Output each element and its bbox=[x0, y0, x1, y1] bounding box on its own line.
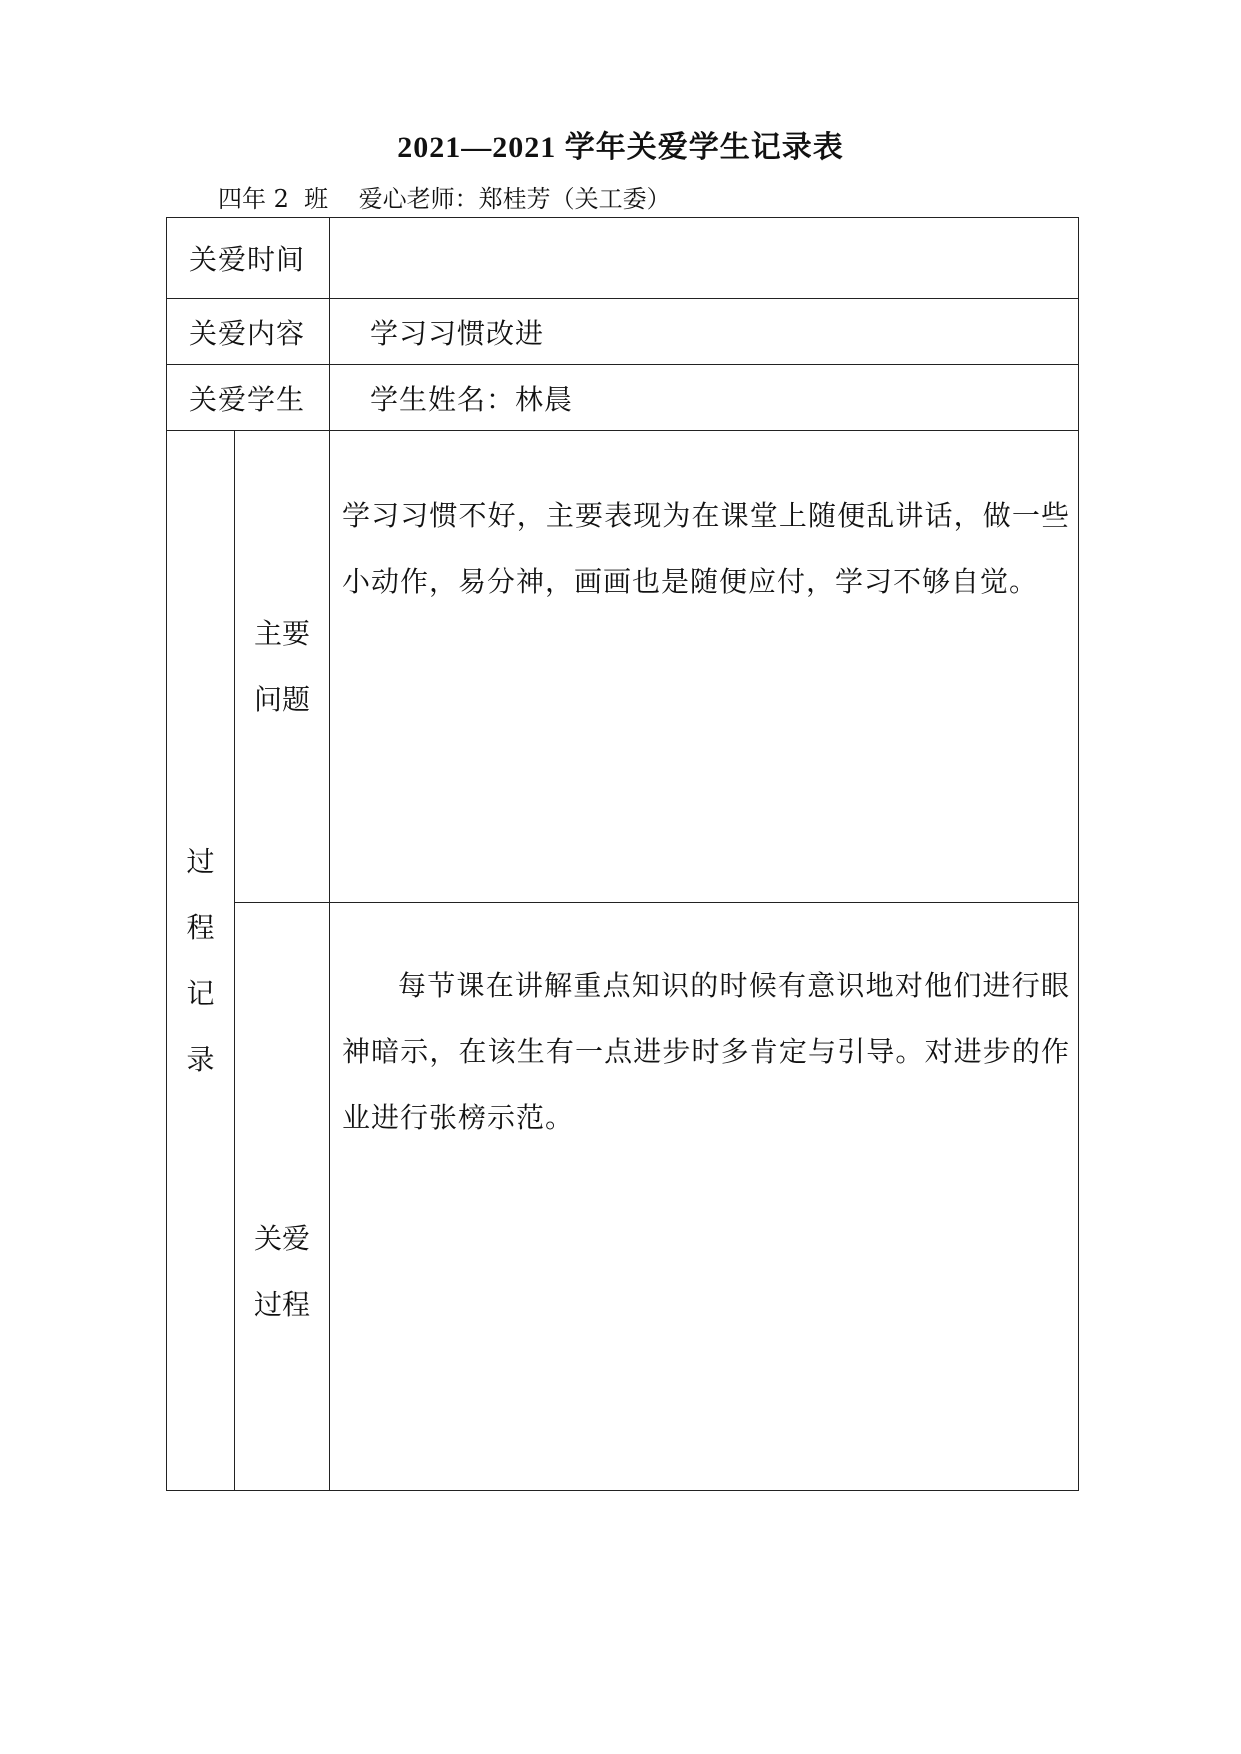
care-process-text: 每节课在讲解重点知识的时候有意识地对他们进行眼神暗示，在该生有一点进步时多肯定与引导。对进步的作业进行张榜示范。 bbox=[342, 969, 1071, 1134]
care-content-label: 关爱内容 bbox=[167, 299, 330, 365]
process-label-char: 录 bbox=[186, 1042, 215, 1076]
process-record-label bbox=[167, 431, 235, 1491]
row-care-time bbox=[167, 218, 1079, 299]
process-label-char: 程 bbox=[186, 910, 215, 944]
care-time-label: 关爱时间 bbox=[167, 218, 330, 299]
process-label-char: 记 bbox=[186, 976, 215, 1010]
row-care-student bbox=[167, 365, 1079, 431]
process-label-char: 过 bbox=[186, 844, 215, 878]
row-care-process bbox=[167, 903, 1079, 1491]
care-student-value: 学生姓名：林晨 bbox=[330, 365, 1079, 431]
care-time-value bbox=[330, 218, 1079, 299]
class-teacher-line: 四年 2 班 爱心老师：郑桂芳（关工委） bbox=[218, 185, 671, 213]
care-process-cell bbox=[330, 903, 1079, 1491]
care-content-value: 学习习惯改进 bbox=[330, 299, 1079, 365]
care-process-label: 关爱 过程 bbox=[235, 903, 330, 1491]
care-student-label: 关爱学生 bbox=[167, 365, 330, 431]
row-care-content bbox=[167, 299, 1079, 365]
care-record-table bbox=[166, 217, 1079, 1491]
row-main-problem bbox=[167, 431, 1079, 903]
main-problem-text: 学习习惯不好，主要表现为在课堂上随便乱讲话，做一些小动作，易分神，画画也是随便应付，学习不够自觉。 bbox=[342, 499, 1071, 598]
main-problem-cell bbox=[330, 431, 1079, 903]
page-title: 2021—2021 学年关爱学生记录表 bbox=[397, 131, 844, 164]
main-problem-label: 主要 问题 bbox=[235, 431, 330, 903]
